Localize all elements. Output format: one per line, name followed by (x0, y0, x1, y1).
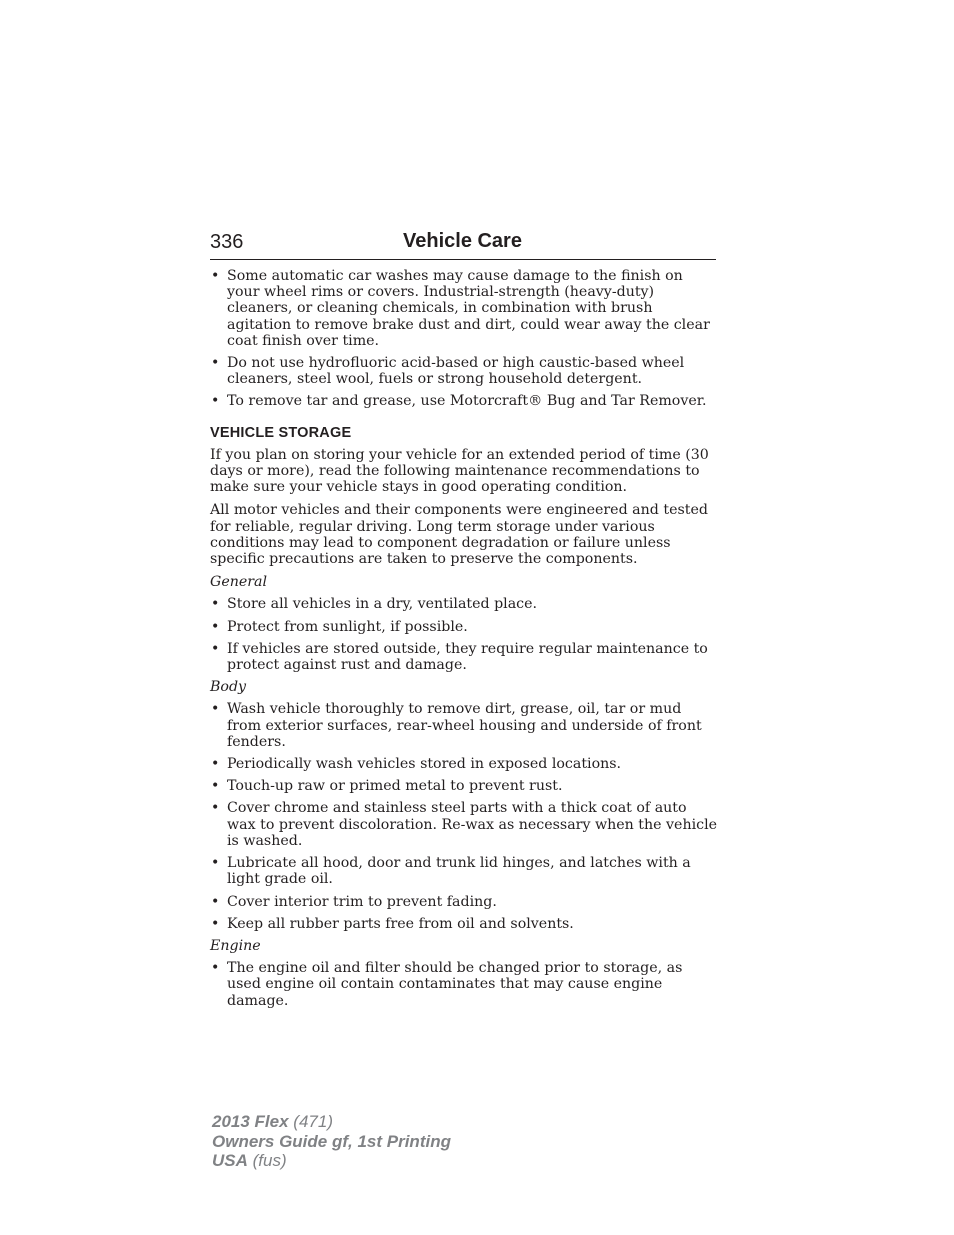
bullet-icon: • (211, 915, 220, 932)
bullet-icon: • (211, 618, 220, 635)
general-bullet-list (210, 596, 718, 673)
page-number: 336 (210, 231, 244, 253)
bullet-icon: • (211, 268, 220, 284)
bullet-icon: • (211, 756, 220, 773)
engine-bullet-list (210, 960, 718, 1009)
footer-model-code: (471) (293, 1112, 333, 1131)
section-title: Vehicle Care (403, 230, 522, 252)
footer-market-code: (fus) (252, 1151, 287, 1170)
footer-market: USA (212, 1151, 248, 1170)
bullet-icon: • (211, 701, 220, 718)
list-item: • Lubricate all hood, door and trunk lid hinges, and latches with a light grade oil. (211, 855, 691, 888)
list-item: • Wash vehicle thoroughly to remove dirt, grease, oil, tar or mud from exterior surfaces, rear-wheel housing and underside of front fenders. (211, 701, 702, 750)
list-item: • Touch-up raw or primed metal to prevent rust. (211, 778, 563, 795)
list-item: • If vehicles are stored outside, they require regular maintenance to protect against rust and damage. (211, 640, 708, 674)
list-item: • Cover interior trim to prevent fading. (211, 893, 497, 910)
engine-subheading: Engine (210, 937, 261, 954)
bullet-icon: • (211, 893, 220, 910)
list-item: • The engine oil and filter should be changed prior to storage, as used engine oil contain contaminates that may cause engine damage. (211, 960, 683, 1009)
list-item: • Periodically wash vehicles stored in exposed locations. (211, 756, 622, 773)
storage-intro-paragraph: If you plan on storing your vehicle for an extended period of time (30 days or more), read the following maintenance recommendations to make sure your vehicle stays in good operating condition. (210, 446, 709, 496)
bullet-icon: • (211, 960, 220, 977)
bullet-icon: • (211, 800, 220, 817)
intro-bullet-list (210, 268, 718, 410)
page-header (210, 229, 716, 260)
storage-detail-paragraph: All motor vehicles and their components were engineered and tested for reliable, regular driving. Long term storage under various conditions may lead to component degradation or failure unless specific precautions are taken to preserve the components. (210, 502, 708, 568)
body-subheading: Body (210, 679, 247, 696)
document-footer (212, 1112, 451, 1171)
footer-guide-line (212, 1132, 451, 1152)
footer-guide: Owners Guide gf, 1st Printing (212, 1131, 451, 1151)
bullet-icon: • (211, 640, 220, 657)
bullet-icon: • (211, 355, 220, 372)
list-item: • To remove tar and grease, use Motorcraft® Bug and Tar Remover. (211, 393, 707, 410)
bullet-icon: • (211, 596, 220, 613)
vehicle-storage-heading: VEHICLE STORAGE (210, 424, 352, 441)
footer-model: 2013 Flex (212, 1112, 289, 1131)
list-item: • Do not use hydrofluoric acid-based or high caustic-based wheel cleaners, steel wool, fuels or strong household detergent. (211, 355, 685, 388)
body-bullet-list (210, 701, 718, 931)
bullet-icon: • (211, 778, 220, 795)
list-item: • Store all vehicles in a dry, ventilated place. (211, 596, 538, 613)
page-content (210, 268, 718, 1015)
list-item: • Cover chrome and stainless steel parts with a thick coat of auto wax to prevent discoloration. Re-wax as necessary when the vehicle is washed. (211, 800, 718, 849)
footer-market-line (212, 1151, 451, 1171)
footer-model-line (212, 1112, 451, 1132)
list-item: • Keep all rubber parts free from oil and solvents. (211, 915, 574, 932)
general-subheading: General (210, 574, 268, 591)
list-item: • Protect from sunlight, if possible. (211, 618, 468, 635)
bullet-icon: • (211, 393, 220, 410)
bullet-icon: • (211, 855, 220, 872)
list-item: • Some automatic car washes may cause damage to the finish on your wheel rims or covers. Industrial-strength (heavy-duty) cleaners, or cleaning chemicals, in combination with brush agitation to remove brake dust and dirt, could wear away the clear coat finish over time. (211, 268, 710, 349)
